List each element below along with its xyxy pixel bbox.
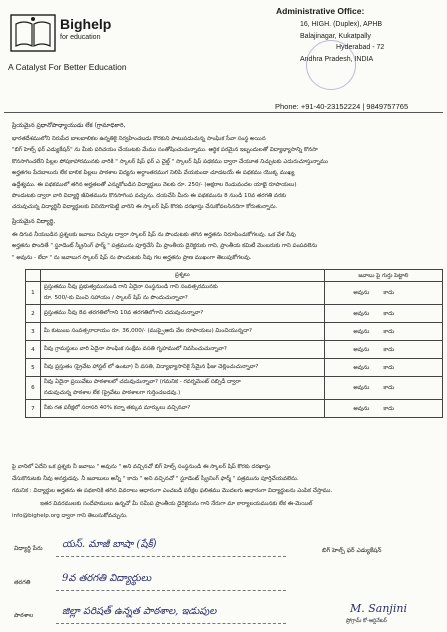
logo-subtitle: for education (60, 34, 101, 41)
no-option[interactable]: కాదు (383, 328, 395, 335)
table-row (26, 305, 443, 323)
row-number: 2 (26, 305, 41, 323)
instruction-paragraph (12, 230, 442, 264)
question-text (40, 305, 324, 323)
header-divider (4, 112, 443, 113)
question-line: నడువుచున్న పాఠశాల లేక (ప్రైవేటు పాఠశాలగా గుర్తించబడవు.) (43, 390, 181, 396)
address-line: Andhra Pradesh, INDIA (300, 56, 374, 63)
question-line: ప్రస్తుతము నీవు 8వ తరగతిలోగాని 10వ తరగతిలోగాని చదువుచున్నావా? (43, 310, 204, 316)
bighelp-logo (10, 14, 140, 54)
header-questions: ప్రశ్నలు (40, 270, 324, 282)
class-label: తరగతి (14, 579, 31, 586)
yes-option[interactable]: అవును (353, 405, 370, 412)
text-line: ఉద్దేశ్యము. ఈ పథకములో తగిన అర్హతలతో ఎన్నుకోబడిన విద్యార్థులు నెలకు రూ. 250/- (అక్షరాల రెండువందల యాభై రూపాయలు) (12, 181, 297, 188)
answer-options[interactable] (324, 377, 442, 400)
table-row (26, 323, 443, 341)
address-line: Hyderabad - 72 (336, 44, 385, 51)
text-line: "బిగ్ హెల్ప్ ఫర్ ఎడ్యుకేషన్" ను మీకు పరిచయం చేయుటకు మేము సంతోషించుచున్నాము. ఆర్థిక పరమైన ఇబ్బందులతో విద్యాభ్యాసాన్ని కొనసా (12, 147, 318, 154)
student-name-line (56, 556, 286, 557)
footer-note: పై వానిలో ఏదేని ఒక ప్రశ్నకు నీ జవాబు " అవును " అని వచ్చినచో బిగ్ హెల్ప్ సంస్థనుండి ఈ స్కాలర్ షిప్ కొరకు దరఖాస్తు (12, 464, 271, 470)
question-line: మీ కుటుంబ సంవత్సరాదాయం రూ. 36,000/- (ముప్పైఆరు వేల రూపాయలు) మించియున్నదా? (43, 328, 252, 334)
question-text (40, 400, 324, 418)
yes-option[interactable]: అవును (353, 385, 370, 391)
footer-note: info@bighelp.org ద్వారా గాని తెలుసుకోవచ్చును. (12, 513, 128, 519)
yes-option[interactable]: అవును (353, 328, 370, 335)
yes-option[interactable]: అవును (353, 346, 370, 353)
table-row (26, 341, 443, 359)
row-number: 5 (26, 359, 41, 377)
answer-options[interactable] (324, 341, 442, 359)
yes-option[interactable]: అవును (353, 364, 370, 371)
header-number (26, 270, 41, 282)
row-number: 7 (26, 400, 41, 418)
signature: M. Sanjini (350, 602, 407, 615)
class-line (56, 590, 286, 591)
row-number: 6 (26, 377, 41, 400)
text-line: భారతదేశములోని నిరుపేద బాలబాలికల ఉన్నతికై నిర్వహించబడు కొరకుని పాటుపడుచున్న సాంఘిక సేవా సంస్థ అయిన (12, 136, 266, 142)
student-name-label: విద్యార్థి పేరు (14, 545, 43, 552)
header-answer: జవాబు పై గుర్తు పెట్టాలి (324, 270, 442, 282)
row-number: 1 (26, 282, 41, 305)
office-title: Administrative Office: (276, 6, 365, 16)
school-handwritten: జిల్లా పరిషత్ ఉన్నత పాఠశాల, ఇడుపుల (62, 606, 217, 617)
answer-options[interactable] (324, 323, 442, 341)
no-option[interactable]: కాదు (383, 310, 395, 317)
no-option[interactable]: కాదు (383, 405, 395, 412)
yes-option[interactable]: అవును (353, 310, 370, 317)
table-header (26, 270, 443, 282)
table-row (26, 282, 443, 305)
table-row (26, 359, 443, 377)
salutation-student: ప్రియమైన విద్యార్థి, (12, 218, 56, 225)
footer-note: ఇతర వివరములకు సందేహములు ఉన్నచో మీ సమీప ప్రాంతీయ డైరెక్టరును గాని నేరుగా మా కార్యాలయమునకు లేక ఈ-మెయిల్ (40, 501, 313, 507)
question-line: నీవు ప్రస్తుతం (ప్రైవేట హాస్టల్ లో ఉంటూ) నీ వసతి, విద్యాభ్యాసానికై సేమైన ఫీజు చెల్లించుచున్నావా? (43, 364, 259, 370)
text-line: చదువుచున్న విద్యార్థినీ విద్యార్థులకు వినియోగపెట్టి వారిని ఈ స్కాలర్ షిప్ కొరకు దరఖాస్తు చేసుకోవలసినదిగా కోరుతున్నాను. (12, 204, 278, 211)
answer-options[interactable] (324, 359, 442, 377)
student-name-handwritten: యస్. మాజీ బాషా (షేక్) (62, 539, 157, 550)
footer-note: గమనిక : విద్యార్థుల అర్హతను ఈ పథకానికి తగిన వివరాలు ఆధారంగా ఎంచబడి పరీక్షల ఫలితము మొదలగు ఆధారంగా విద్యార్థులను ఎంపిక చేస్తాము. (12, 488, 333, 494)
question-text (40, 323, 324, 341)
question-text (40, 359, 324, 377)
question-text (40, 341, 324, 359)
school-line (56, 623, 286, 624)
question-line: ప్రస్తుతము నీవు ప్రభుత్వమునుండి గాని ఏదైనా సంస్థనుండి గాని సంవత్సరమునకు (43, 284, 218, 290)
table-row (26, 377, 443, 400)
yes-option[interactable]: అవును (353, 290, 370, 296)
question-line: నీవు గ్రామస్థులు వారి ఏదైనా సాంఘిక సంక్షేమ వసతి గృహములో నివసించుచున్నావా? (43, 346, 227, 352)
organization-signatory: బిగ్ హెల్ప్ ఫర్ ఎడ్యుకేషన్ (322, 547, 382, 554)
text-line: కొనసాగించలేని పిల్లల పోషకాహారమునకు వారికి " స్కాలర్ షిప్ ఫర్ ఎ చైల్డ్ " స్కాలర్ షిప్ పథకము ద్వారా చేయూత నిచ్చుటకు ఎదురుచూస్తున్నాము (12, 158, 328, 165)
salutation-headmaster: ప్రియమైన ప్రధానోపాధ్యాయుడు లేక (గ్రామాధికారి, (12, 122, 126, 129)
text-line: ఈ దిగువ నీయబడిన ప్రశ్నలకు జవాబు నిచ్చుట ద్వారా స్కాలర్ షిప్ ను పొందుటకు తగిన అర్హతను నిరూపించుకోగలవు. ఒక వేళ నీవు (12, 232, 296, 238)
text-line: అర్హతగల పేదబాలురు లేక బాలిక పిల్లలు పాఠశాల విద్యను అర్ధాంతరముగ నిలిపి వేయకుండా చూడటయే ఈ పథకము యొక్క ముఖ్య (12, 170, 295, 177)
text-line: పొందుటకు ద్వారా వారి విద్యార్థి జీవితమును కొనసాగింప వచ్చును. దయచేసి మీరు ఈ పథకమును 8 నుండి 10వ తరగతి వరకు (12, 193, 287, 200)
eligibility-table (25, 269, 443, 418)
question-line: నీవు ఏదైనా ప్రయివేటు పాఠశాలలో చదువుచున్నావా? (గమనిక - గవర్నమెంట్ సబ్సిడీ ద్వారా (43, 379, 241, 385)
phone-number: Phone: +91-40-23152224 | 9849757765 (275, 102, 409, 111)
text-line: అర్హతను పొందితే " స్టూడెంట్ స్క్రీనింగ్ ఫార్మ్ " పత్రమును పూర్తిచేసి మీ ప్రాంతీయ డైరెక్టరుకు గాని, ప్రాంతీయ కమిటీ మెంబరుకు గాని పంపవలెను (12, 243, 318, 250)
logo-name: Bighelp (60, 16, 112, 32)
question-text (40, 377, 324, 400)
question-line: రూ. 500/-కు మించి సహాయం / స్కాలర్ షిప్ ను పొందుచున్నావా? (43, 295, 188, 301)
address-line: Balajinagar, Kukatpally (300, 33, 371, 40)
row-number: 3 (26, 323, 41, 341)
no-option[interactable]: కాదు (383, 385, 395, 391)
answer-options[interactable] (324, 282, 442, 305)
answer-options[interactable] (324, 400, 442, 418)
text-line: " అవును - లేదా " ను జవాబుగ స్కాలర్ షిప్ ను పొందుటకు నీవు గల అర్హతను ప్రాణ ముఖంగా తెలుపుకోగలవు. (12, 254, 252, 261)
school-label: పాఠశాల (14, 612, 34, 619)
signatory-designation: ప్రోగ్రామ్ కో-ఆర్డినేటర్ (346, 618, 387, 624)
footer-note: చేసుకొనుటకు నీవు అనర్హుడవు. నీ జవాబులు అన్నీ " కాదు " అని వచ్చినచో " స్టూడెంట్ స్క్రీనింగ్ ఫార్మ్ " పత్రమును పూర్తిచేయవలెను. (12, 476, 299, 482)
row-number: 4 (26, 341, 41, 359)
question-text (40, 282, 324, 305)
table-row (26, 400, 443, 418)
intro-paragraph (12, 134, 442, 214)
tagline: A Catalyst For Better Education (8, 62, 127, 72)
class-handwritten: 9వ తరగతి విద్యార్థులు (62, 573, 152, 584)
question-line: నీకు గత పరీక్షలో సరాసరి 40% కన్నా తక్కువ మార్కులు వచ్చినవా? (43, 405, 191, 411)
open-book-icon (10, 14, 56, 52)
address-line: 16, HIGH. (Duplex), APHB (300, 21, 383, 28)
no-option[interactable]: కాదు (383, 290, 395, 296)
no-option[interactable]: కాదు (383, 346, 395, 353)
no-option[interactable]: కాదు (383, 364, 395, 371)
answer-options[interactable] (324, 305, 442, 323)
